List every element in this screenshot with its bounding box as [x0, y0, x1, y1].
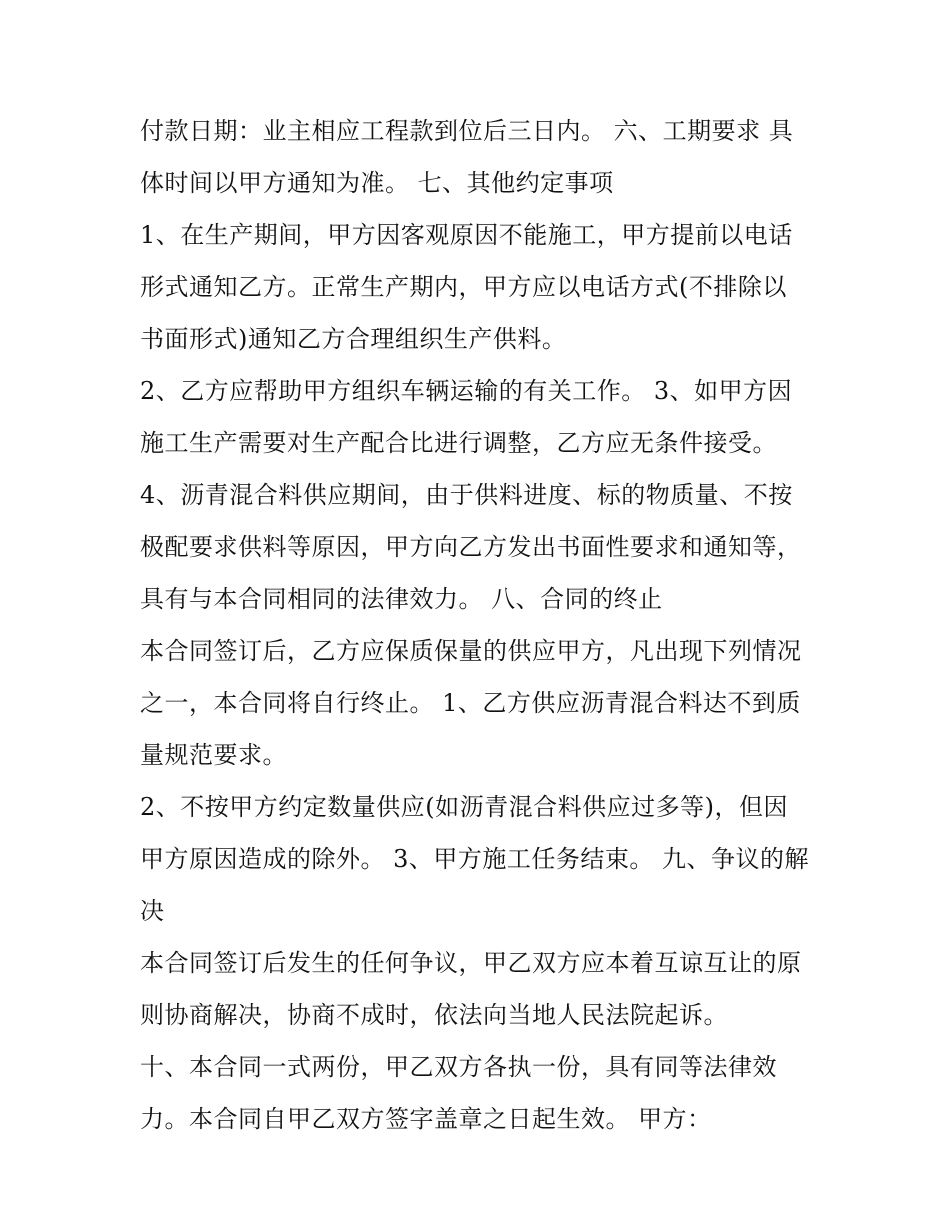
text-line-20: 力。本合同自甲乙双方签字盖章之日起生效。 甲方： [140, 1105, 712, 1133]
text-line-4: 形式通知乙方。正常生产期内，甲方应以电话方式(不排除以 [140, 273, 787, 301]
text-line-1: 付款日期：业主相应工程款到位后三日内。 六、工期要求 具 [140, 117, 794, 145]
text-line-11: 本合同签订后，乙方应保质保量的供应甲方，凡出现下列情况 [140, 637, 802, 665]
text-line-9: 极配要求供料等原因，甲方向乙方发出书面性要求和通知等， [140, 533, 802, 561]
text-line-3: 1、在生产期间，甲方因客观原因不能施工，甲方提前以电话 [140, 221, 793, 249]
text-line-15: 甲方原因造成的除外。 3、甲方施工任务结束。 九、争议的解 [140, 845, 810, 873]
text-line-12: 之一，本合同将自行终止。 1、乙方供应沥青混合料达不到质 [140, 689, 801, 717]
text-line-16: 决 [140, 897, 165, 925]
text-line-13: 量规范要求。 [140, 741, 287, 769]
text-line-19: 十、本合同一式两份，甲乙双方各执一份，具有同等法律效 [140, 1053, 777, 1081]
text-line-7: 施工生产需要对生产配合比进行调整，乙方应无条件接受。 [140, 429, 777, 457]
text-line-17: 本合同签订后发生的任何争议，甲乙双方应本着互谅互让的原 [140, 949, 802, 977]
text-line-8: 4、沥青混合料供应期间，由于供料进度、标的物质量、不按 [140, 481, 793, 509]
text-line-6: 2、乙方应帮助甲方组织车辆运输的有关工作。 3、如甲方因 [140, 377, 793, 405]
text-line-5: 书面形式)通知乙方合理组织生产供料。 [140, 325, 567, 353]
text-line-18: 则协商解决，协商不成时，依法向当地人民法院起诉。 [140, 1001, 728, 1029]
contract-text-body [140, 105, 830, 1145]
text-line-14: 2、不按甲方约定数量供应(如沥青混合料供应过多等)，但因 [140, 793, 788, 821]
text-line-2: 体时间以甲方通知为准。 七、其他约定事项 [140, 169, 614, 197]
text-line-10: 具有与本合同相同的法律效力。 八、合同的终止 [140, 585, 663, 613]
